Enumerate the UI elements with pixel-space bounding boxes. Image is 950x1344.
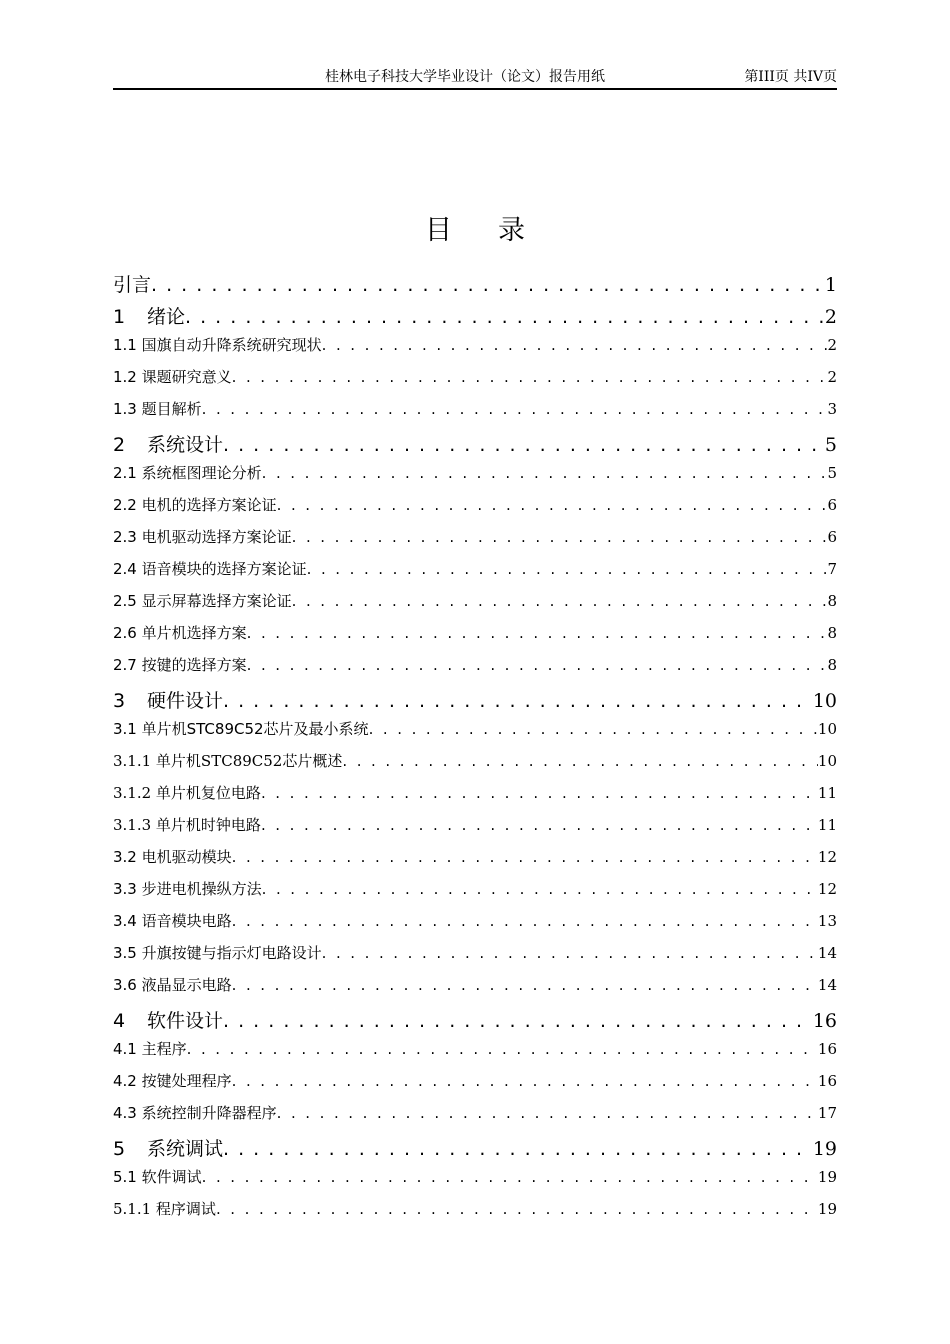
toc-entry-text: 3.6 液晶显示电路 — [113, 976, 232, 994]
toc-title: 目录 — [425, 215, 571, 246]
toc-page-number: 12 — [817, 848, 837, 866]
toc-dot-leader — [292, 528, 828, 546]
toc-entry-label — [113, 654, 247, 675]
toc-dot-leader — [232, 912, 818, 930]
toc-page-number: 14 — [817, 976, 837, 994]
toc-entry[interactable] — [113, 270, 837, 302]
toc-entry-label — [113, 622, 247, 643]
toc-dot-leader — [232, 976, 818, 994]
toc-chapter-number: 4 — [113, 1010, 126, 1032]
toc-dot-leader — [292, 592, 828, 610]
toc-dot-leader — [262, 880, 818, 898]
toc-entry-label — [113, 1006, 223, 1033]
toc-dot-leader — [223, 1138, 813, 1160]
toc-page-number: 5 — [824, 434, 837, 456]
toc-page-number: 7 — [827, 560, 837, 578]
toc-entry[interactable] — [113, 942, 837, 974]
toc-entry-text: 3.1.3 单片机时钟电路 — [113, 816, 261, 834]
toc-page-number: 6 — [827, 528, 837, 546]
toc-entry-label — [113, 366, 232, 387]
toc-page-number: 14 — [817, 944, 837, 962]
toc-entry-label — [113, 558, 307, 579]
toc-page-number: 19 — [817, 1200, 837, 1218]
toc-entry-text: 3.5 升旗按键与指示灯电路设计 — [113, 944, 322, 962]
toc-page-number: 2 — [824, 306, 837, 328]
toc-entry-text: 1.1 国旗自动升降系统研究现状 — [113, 336, 322, 354]
toc-page-number: 3 — [827, 400, 837, 418]
toc-dot-leader — [185, 306, 825, 328]
toc-entry-text: 4.3 系统控制升降器程序 — [113, 1104, 277, 1122]
toc-entry[interactable] — [113, 718, 837, 750]
toc-entry-text: 2.1 系统框图理论分析 — [113, 464, 262, 482]
toc-entry-text: 4.1 主程序 — [113, 1040, 187, 1058]
toc-entry-text: 引言 — [113, 274, 152, 296]
toc-entry-label — [113, 590, 292, 611]
toc-entry[interactable] — [113, 846, 837, 878]
toc-dot-leader — [247, 656, 828, 674]
toc-entry-label — [113, 750, 342, 771]
toc-entry[interactable] — [113, 558, 837, 590]
toc-entry-text: 5.1 软件调试 — [113, 1168, 202, 1186]
toc-chapter-number: 3 — [113, 690, 126, 712]
toc-page-number: 6 — [827, 496, 837, 514]
toc-entry-text: 软件设计 — [147, 1010, 224, 1032]
toc-chapter-number: 2 — [113, 434, 126, 456]
toc-entry[interactable] — [113, 686, 837, 718]
toc-entry[interactable] — [113, 590, 837, 622]
toc-entry-label — [113, 1134, 223, 1161]
toc-page-number: 12 — [817, 880, 837, 898]
toc-entry[interactable] — [113, 366, 837, 398]
toc-page-number: 19 — [817, 1168, 837, 1186]
toc-entry-label — [113, 686, 223, 713]
toc-entry-text: 3.1.2 单片机复位电路 — [113, 784, 261, 802]
toc-entry[interactable] — [113, 782, 837, 814]
toc-dot-leader — [202, 400, 828, 418]
toc-entry-label — [113, 1038, 187, 1059]
toc-entry-label — [113, 526, 292, 547]
toc-page-number: 10 — [817, 720, 837, 738]
toc-entry-label — [113, 1102, 277, 1123]
toc-entry[interactable] — [113, 430, 837, 462]
toc-page-number: 11 — [817, 816, 837, 834]
toc-entry-text: 3.1 单片机STC89C52芯片及最小系统 — [113, 720, 369, 738]
toc-dot-leader — [261, 816, 818, 834]
toc-page-number: 13 — [817, 912, 837, 930]
toc-entry-text: 绪论 — [147, 306, 186, 328]
toc-entry-label — [113, 814, 261, 835]
toc-entry[interactable] — [113, 494, 837, 526]
table-of-contents — [113, 270, 837, 1230]
toc-dot-leader — [322, 336, 828, 354]
toc-page-number: 16 — [812, 1010, 837, 1032]
toc-entry-label — [113, 846, 232, 867]
toc-dot-leader — [232, 848, 818, 866]
toc-entry-text: 2.7 按键的选择方案 — [113, 656, 247, 674]
toc-entry[interactable] — [113, 750, 837, 782]
toc-dot-leader — [202, 1168, 818, 1186]
toc-dot-leader — [223, 690, 813, 712]
toc-entry-text: 3.3 步进电机操纵方法 — [113, 880, 262, 898]
toc-entry-text: 2.4 语音模块的选择方案论证 — [113, 560, 307, 578]
toc-entry-label — [113, 878, 262, 899]
toc-page-number: 2 — [827, 336, 837, 354]
toc-entry-text: 2.3 电机驱动选择方案论证 — [113, 528, 292, 546]
toc-entry[interactable] — [113, 462, 837, 494]
toc-entry-text: 4.2 按键处理程序 — [113, 1072, 232, 1090]
toc-entry-text: 1.3 题目解析 — [113, 400, 202, 418]
toc-entry[interactable] — [113, 1134, 837, 1166]
toc-entry-label — [113, 782, 261, 803]
toc-page-number: 8 — [827, 624, 837, 642]
toc-page-number: 1 — [824, 274, 837, 296]
toc-page-number: 8 — [827, 656, 837, 674]
toc-entry[interactable] — [113, 334, 837, 366]
toc-page-number: 5 — [827, 464, 837, 482]
toc-entry-label — [113, 302, 185, 329]
toc-entry[interactable] — [113, 1166, 837, 1198]
toc-dot-leader — [342, 752, 818, 770]
toc-entry[interactable] — [113, 1070, 837, 1102]
toc-entry-label — [113, 718, 369, 739]
toc-entry-text: 3.1.1 单片机STC89C52芯片概述 — [113, 752, 343, 770]
toc-page-number: 16 — [817, 1040, 837, 1058]
toc-entry-text: 系统调试 — [147, 1138, 224, 1160]
toc-page-number: 10 — [812, 690, 837, 712]
toc-entry[interactable] — [113, 1006, 837, 1038]
toc-entry[interactable] — [113, 1038, 837, 1070]
toc-entry-label — [113, 462, 262, 483]
toc-entry-label — [113, 270, 151, 297]
toc-entry-label — [113, 910, 232, 931]
toc-page-number: 16 — [817, 1072, 837, 1090]
toc-entry-text: 3.2 电机驱动模块 — [113, 848, 232, 866]
toc-entry-label — [113, 494, 277, 515]
toc-page-number: 19 — [812, 1138, 837, 1160]
toc-dot-leader — [322, 944, 818, 962]
toc-chapter-number: 1 — [113, 306, 126, 328]
toc-dot-leader — [232, 1072, 818, 1090]
toc-entry-label — [113, 1166, 202, 1187]
toc-page-number: 8 — [827, 592, 837, 610]
toc-entry[interactable] — [113, 526, 837, 558]
toc-entry-label — [113, 430, 223, 457]
toc-dot-leader — [369, 720, 818, 738]
toc-entry-text: 系统设计 — [147, 434, 224, 456]
toc-entry-text: 3.4 语音模块电路 — [113, 912, 232, 930]
toc-dot-leader — [187, 1040, 818, 1058]
toc-entry-text: 2.6 单片机选择方案 — [113, 624, 247, 642]
toc-entry-text: 5.1.1 程序调试 — [113, 1200, 216, 1218]
page-header — [113, 66, 837, 90]
header-school-title: 桂林电子科技大学毕业设计（论文）报告用纸 — [325, 69, 605, 85]
toc-entry[interactable] — [113, 622, 837, 654]
toc-dot-leader — [262, 464, 828, 482]
toc-entry-label — [113, 1070, 232, 1091]
toc-entry[interactable] — [113, 398, 837, 430]
header-page-number: 第III页 共IV页 — [744, 69, 837, 85]
toc-dot-leader — [247, 624, 828, 642]
toc-entry-text: 2.5 显示屏幕选择方案论证 — [113, 592, 292, 610]
toc-page-number: 11 — [817, 784, 837, 802]
toc-page-number: 10 — [817, 752, 837, 770]
toc-entry-label — [113, 1198, 216, 1219]
toc-entry-label — [113, 974, 232, 995]
toc-dot-leader — [277, 1104, 818, 1122]
toc-entry[interactable] — [113, 654, 837, 686]
toc-entry[interactable] — [113, 910, 837, 942]
toc-dot-leader — [307, 560, 828, 578]
toc-entry[interactable] — [113, 302, 837, 334]
toc-entry[interactable] — [113, 1102, 837, 1134]
toc-dot-leader — [232, 368, 828, 386]
toc-entry-label — [113, 398, 202, 419]
toc-dot-leader — [223, 434, 825, 456]
toc-dot-leader — [261, 784, 818, 802]
toc-dot-leader — [151, 274, 825, 296]
toc-page-number: 2 — [827, 368, 837, 386]
toc-chapter-number: 5 — [113, 1138, 126, 1160]
toc-entry[interactable] — [113, 974, 837, 1006]
toc-entry[interactable] — [113, 878, 837, 910]
toc-dot-leader — [216, 1200, 818, 1218]
toc-entry[interactable] — [113, 814, 837, 846]
toc-entry[interactable] — [113, 1198, 837, 1230]
toc-entry-label — [113, 334, 322, 355]
toc-entry-text: 2.2 电机的选择方案论证 — [113, 496, 277, 514]
toc-entry-text: 1.2 课题研究意义 — [113, 368, 232, 386]
toc-dot-leader — [277, 496, 828, 514]
toc-page-number: 17 — [817, 1104, 837, 1122]
toc-entry-label — [113, 942, 322, 963]
toc-entry-text: 硬件设计 — [147, 690, 224, 712]
toc-dot-leader — [223, 1010, 813, 1032]
